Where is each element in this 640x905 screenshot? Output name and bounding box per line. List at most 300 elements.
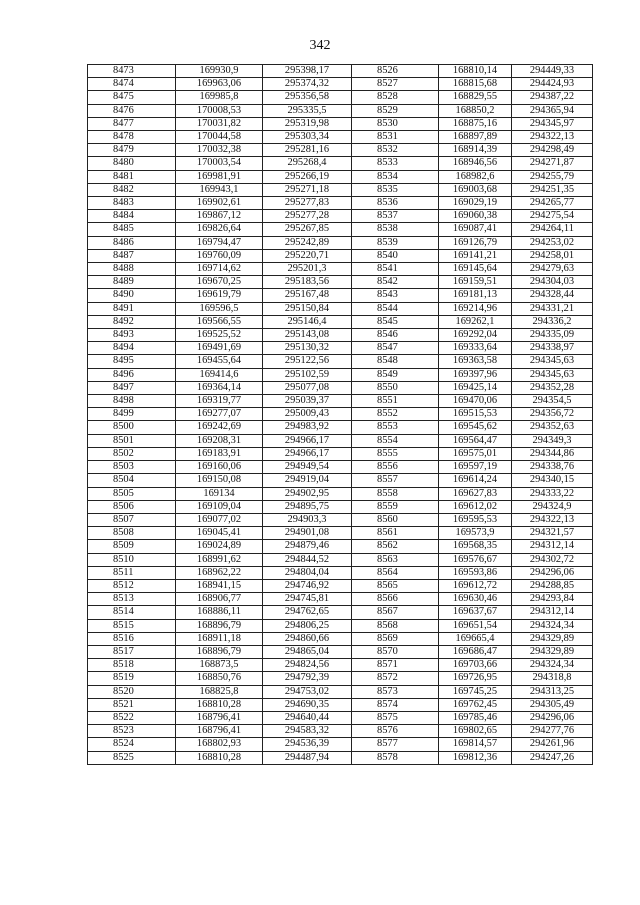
left-y-coordinate: 294844,52: [263, 553, 352, 566]
right-y-coordinate: 294255,79: [512, 170, 593, 183]
right-x-coordinate: 169470,06: [439, 395, 512, 408]
table-row: [88, 474, 593, 487]
right-y-coordinate: 294338,76: [512, 461, 593, 474]
left-point-number: 8507: [88, 513, 176, 526]
table-row: [88, 738, 593, 751]
right-y-coordinate: 294258,01: [512, 249, 593, 262]
left-point-number: 8496: [88, 368, 176, 381]
right-x-coordinate: 169785,46: [439, 711, 512, 724]
table-row: [88, 342, 593, 355]
table-row: [88, 395, 593, 408]
left-y-coordinate: 294824,56: [263, 659, 352, 672]
right-point-number: 8531: [352, 131, 439, 144]
left-point-number: 8481: [88, 170, 176, 183]
right-y-coordinate: 294356,72: [512, 408, 593, 421]
right-y-coordinate: 294251,35: [512, 183, 593, 196]
right-point-number: 8542: [352, 276, 439, 289]
left-point-number: 8511: [88, 566, 176, 579]
table-row: [88, 725, 593, 738]
table-row: [88, 236, 593, 249]
right-y-coordinate: 294322,13: [512, 131, 593, 144]
left-x-coordinate: 169930,9: [176, 65, 263, 78]
right-x-coordinate: 168875,16: [439, 117, 512, 130]
left-y-coordinate: 295146,4: [263, 315, 352, 328]
left-point-number: 8504: [88, 474, 176, 487]
right-y-coordinate: 294352,28: [512, 381, 593, 394]
left-point-number: 8520: [88, 685, 176, 698]
table-row: [88, 223, 593, 236]
table-row: [88, 197, 593, 210]
left-x-coordinate: 168896,79: [176, 645, 263, 658]
right-x-coordinate: 168914,39: [439, 144, 512, 157]
right-y-coordinate: 294344,86: [512, 447, 593, 460]
left-x-coordinate: 169596,5: [176, 302, 263, 315]
left-point-number: 8505: [88, 487, 176, 500]
table-row: [88, 78, 593, 91]
left-point-number: 8523: [88, 725, 176, 738]
left-point-number: 8516: [88, 632, 176, 645]
right-x-coordinate: 168829,55: [439, 91, 512, 104]
right-point-number: 8565: [352, 579, 439, 592]
right-x-coordinate: 169159,51: [439, 276, 512, 289]
right-x-coordinate: 168810,14: [439, 65, 512, 78]
left-point-number: 8512: [88, 579, 176, 592]
right-point-number: 8555: [352, 447, 439, 460]
table-row: [88, 315, 593, 328]
left-x-coordinate: 169455,64: [176, 355, 263, 368]
right-y-coordinate: 294345,63: [512, 368, 593, 381]
table-row: [88, 619, 593, 632]
right-x-coordinate: 169515,53: [439, 408, 512, 421]
right-x-coordinate: 169145,64: [439, 263, 512, 276]
left-x-coordinate: 169109,04: [176, 500, 263, 513]
right-x-coordinate: 168897,89: [439, 131, 512, 144]
right-point-number: 8553: [352, 421, 439, 434]
right-y-coordinate: 294345,63: [512, 355, 593, 368]
right-y-coordinate: 294322,13: [512, 513, 593, 526]
left-x-coordinate: 169364,14: [176, 381, 263, 394]
left-x-coordinate: 169981,91: [176, 170, 263, 183]
right-x-coordinate: 169181,13: [439, 289, 512, 302]
right-y-coordinate: 294365,94: [512, 104, 593, 117]
left-x-coordinate: 170031,82: [176, 117, 263, 130]
right-y-coordinate: 294329,89: [512, 632, 593, 645]
right-y-coordinate: 294331,21: [512, 302, 593, 315]
right-x-coordinate: 169597,19: [439, 461, 512, 474]
right-x-coordinate: 169665,4: [439, 632, 512, 645]
right-y-coordinate: 294312,14: [512, 540, 593, 553]
left-point-number: 8517: [88, 645, 176, 658]
right-point-number: 8543: [352, 289, 439, 302]
left-point-number: 8474: [88, 78, 176, 91]
left-point-number: 8479: [88, 144, 176, 157]
left-point-number: 8482: [88, 183, 176, 196]
right-point-number: 8545: [352, 315, 439, 328]
right-x-coordinate: 169087,41: [439, 223, 512, 236]
left-point-number: 8513: [88, 593, 176, 606]
right-point-number: 8566: [352, 593, 439, 606]
table-row: [88, 566, 593, 579]
left-y-coordinate: 295266,19: [263, 170, 352, 183]
left-point-number: 8489: [88, 276, 176, 289]
left-point-number: 8499: [88, 408, 176, 421]
left-point-number: 8488: [88, 263, 176, 276]
right-point-number: 8532: [352, 144, 439, 157]
left-x-coordinate: 169867,12: [176, 210, 263, 223]
right-x-coordinate: 169126,79: [439, 236, 512, 249]
right-point-number: 8547: [352, 342, 439, 355]
right-y-coordinate: 294304,03: [512, 276, 593, 289]
left-point-number: 8487: [88, 249, 176, 262]
right-point-number: 8556: [352, 461, 439, 474]
table-row: [88, 632, 593, 645]
table-row: [88, 659, 593, 672]
right-y-coordinate: 294264,11: [512, 223, 593, 236]
left-point-number: 8509: [88, 540, 176, 553]
left-y-coordinate: 295319,98: [263, 117, 352, 130]
left-x-coordinate: 168802,93: [176, 738, 263, 751]
left-x-coordinate: 170008,53: [176, 104, 263, 117]
right-y-coordinate: 294305,49: [512, 698, 593, 711]
left-point-number: 8515: [88, 619, 176, 632]
right-y-coordinate: 294424,93: [512, 78, 593, 91]
right-point-number: 8530: [352, 117, 439, 130]
right-y-coordinate: 294288,85: [512, 579, 593, 592]
right-point-number: 8548: [352, 355, 439, 368]
left-x-coordinate: 169414,6: [176, 368, 263, 381]
coordinates-table: [87, 64, 593, 765]
right-y-coordinate: 294313,25: [512, 685, 593, 698]
left-x-coordinate: 169826,64: [176, 223, 263, 236]
right-point-number: 8557: [352, 474, 439, 487]
right-point-number: 8529: [352, 104, 439, 117]
table-row: [88, 381, 593, 394]
right-x-coordinate: 169003,68: [439, 183, 512, 196]
right-x-coordinate: 169333,64: [439, 342, 512, 355]
table-row: [88, 500, 593, 513]
table-row: [88, 329, 593, 342]
left-x-coordinate: 169985,8: [176, 91, 263, 104]
left-point-number: 8519: [88, 672, 176, 685]
left-y-coordinate: 295242,89: [263, 236, 352, 249]
left-y-coordinate: 295356,58: [263, 91, 352, 104]
left-y-coordinate: 294966,17: [263, 447, 352, 460]
left-x-coordinate: 168850,76: [176, 672, 263, 685]
left-y-coordinate: 295102,59: [263, 368, 352, 381]
right-point-number: 8533: [352, 157, 439, 170]
right-x-coordinate: 169575,01: [439, 447, 512, 460]
right-y-coordinate: 294324,9: [512, 500, 593, 513]
right-x-coordinate: 168982,6: [439, 170, 512, 183]
left-x-coordinate: 170032,38: [176, 144, 263, 157]
left-y-coordinate: 294583,32: [263, 725, 352, 738]
left-y-coordinate: 295268,4: [263, 157, 352, 170]
left-x-coordinate: 169150,08: [176, 474, 263, 487]
left-x-coordinate: 169714,62: [176, 263, 263, 276]
left-y-coordinate: 295150,84: [263, 302, 352, 315]
table-row: [88, 751, 593, 764]
right-point-number: 8538: [352, 223, 439, 236]
left-x-coordinate: 169760,09: [176, 249, 263, 262]
right-point-number: 8564: [352, 566, 439, 579]
right-point-number: 8552: [352, 408, 439, 421]
left-y-coordinate: 294792,39: [263, 672, 352, 685]
right-x-coordinate: 169141,21: [439, 249, 512, 262]
table-row: [88, 421, 593, 434]
table-row: [88, 698, 593, 711]
left-y-coordinate: 294690,35: [263, 698, 352, 711]
left-point-number: 8497: [88, 381, 176, 394]
right-y-coordinate: 294449,33: [512, 65, 593, 78]
right-x-coordinate: 169595,53: [439, 513, 512, 526]
left-y-coordinate: 294753,02: [263, 685, 352, 698]
right-point-number: 8541: [352, 263, 439, 276]
left-x-coordinate: 170044,58: [176, 131, 263, 144]
right-x-coordinate: 169363,58: [439, 355, 512, 368]
right-x-coordinate: 169214,96: [439, 302, 512, 315]
table-row: [88, 183, 593, 196]
right-point-number: 8575: [352, 711, 439, 724]
table-row: [88, 368, 593, 381]
right-x-coordinate: 169292,04: [439, 329, 512, 342]
right-y-coordinate: 294338,97: [512, 342, 593, 355]
right-point-number: 8568: [352, 619, 439, 632]
left-y-coordinate: 294536,39: [263, 738, 352, 751]
left-y-coordinate: 295130,32: [263, 342, 352, 355]
left-y-coordinate: 294919,04: [263, 474, 352, 487]
table-row: [88, 117, 593, 130]
right-x-coordinate: 169703,66: [439, 659, 512, 672]
left-x-coordinate: 168962,22: [176, 566, 263, 579]
right-point-number: 8544: [352, 302, 439, 315]
left-x-coordinate: 169208,31: [176, 434, 263, 447]
right-point-number: 8562: [352, 540, 439, 553]
right-point-number: 8550: [352, 381, 439, 394]
right-y-coordinate: 294328,44: [512, 289, 593, 302]
left-x-coordinate: 169902,61: [176, 197, 263, 210]
right-point-number: 8577: [352, 738, 439, 751]
right-y-coordinate: 294261,96: [512, 738, 593, 751]
right-y-coordinate: 294354,5: [512, 395, 593, 408]
right-y-coordinate: 294333,22: [512, 487, 593, 500]
left-point-number: 8480: [88, 157, 176, 170]
right-y-coordinate: 294340,15: [512, 474, 593, 487]
left-x-coordinate: 169160,06: [176, 461, 263, 474]
table-row: [88, 263, 593, 276]
left-x-coordinate: 169491,69: [176, 342, 263, 355]
left-point-number: 8492: [88, 315, 176, 328]
left-y-coordinate: 295335,5: [263, 104, 352, 117]
left-x-coordinate: 168810,28: [176, 698, 263, 711]
left-point-number: 8502: [88, 447, 176, 460]
right-y-coordinate: 294271,87: [512, 157, 593, 170]
table-row: [88, 513, 593, 526]
table-row: [88, 434, 593, 447]
right-y-coordinate: 294296,06: [512, 711, 593, 724]
left-y-coordinate: 294966,17: [263, 434, 352, 447]
left-y-coordinate: 295267,85: [263, 223, 352, 236]
right-x-coordinate: 169802,65: [439, 725, 512, 738]
right-x-coordinate: 169573,9: [439, 527, 512, 540]
left-y-coordinate: 295277,28: [263, 210, 352, 223]
right-x-coordinate: 168850,2: [439, 104, 512, 117]
left-point-number: 8508: [88, 527, 176, 540]
left-y-coordinate: 294804,04: [263, 566, 352, 579]
right-y-coordinate: 294265,77: [512, 197, 593, 210]
left-point-number: 8500: [88, 421, 176, 434]
left-x-coordinate: 169077,02: [176, 513, 263, 526]
coordinates-table-body: [88, 65, 593, 765]
left-point-number: 8473: [88, 65, 176, 78]
left-x-coordinate: 168873,5: [176, 659, 263, 672]
right-y-coordinate: 294293,84: [512, 593, 593, 606]
left-point-number: 8506: [88, 500, 176, 513]
table-row: [88, 461, 593, 474]
left-y-coordinate: 294487,94: [263, 751, 352, 764]
left-y-coordinate: 294983,92: [263, 421, 352, 434]
table-row: [88, 711, 593, 724]
right-x-coordinate: 169060,38: [439, 210, 512, 223]
table-row: [88, 355, 593, 368]
left-point-number: 8484: [88, 210, 176, 223]
left-y-coordinate: 295077,08: [263, 381, 352, 394]
right-point-number: 8572: [352, 672, 439, 685]
right-y-coordinate: 294321,57: [512, 527, 593, 540]
left-x-coordinate: 169525,52: [176, 329, 263, 342]
right-y-coordinate: 294324,34: [512, 619, 593, 632]
right-point-number: 8554: [352, 434, 439, 447]
left-x-coordinate: 168886,11: [176, 606, 263, 619]
right-point-number: 8537: [352, 210, 439, 223]
left-x-coordinate: 169277,07: [176, 408, 263, 421]
left-y-coordinate: 295374,32: [263, 78, 352, 91]
right-y-coordinate: 294302,72: [512, 553, 593, 566]
left-point-number: 8498: [88, 395, 176, 408]
left-x-coordinate: 169943,1: [176, 183, 263, 196]
left-point-number: 8476: [88, 104, 176, 117]
left-x-coordinate: 169619,79: [176, 289, 263, 302]
left-x-coordinate: 169024,89: [176, 540, 263, 553]
table-row: [88, 131, 593, 144]
table-row: [88, 579, 593, 592]
table-row: [88, 553, 593, 566]
table-row: [88, 144, 593, 157]
right-y-coordinate: 294336,2: [512, 315, 593, 328]
right-point-number: 8539: [352, 236, 439, 249]
left-point-number: 8491: [88, 302, 176, 315]
left-point-number: 8478: [88, 131, 176, 144]
table-row: [88, 685, 593, 698]
right-x-coordinate: 169745,25: [439, 685, 512, 698]
left-y-coordinate: 294902,95: [263, 487, 352, 500]
right-x-coordinate: 169726,95: [439, 672, 512, 685]
left-x-coordinate: 168896,79: [176, 619, 263, 632]
table-row: [88, 276, 593, 289]
table-row: [88, 645, 593, 658]
right-point-number: 8569: [352, 632, 439, 645]
right-point-number: 8536: [352, 197, 439, 210]
left-y-coordinate: 295167,48: [263, 289, 352, 302]
right-point-number: 8535: [352, 183, 439, 196]
left-point-number: 8518: [88, 659, 176, 672]
left-y-coordinate: 295201,3: [263, 263, 352, 276]
right-y-coordinate: 294279,63: [512, 263, 593, 276]
left-point-number: 8514: [88, 606, 176, 619]
table-row: [88, 606, 593, 619]
left-point-number: 8494: [88, 342, 176, 355]
right-x-coordinate: 169262,1: [439, 315, 512, 328]
right-x-coordinate: 169545,62: [439, 421, 512, 434]
left-x-coordinate: 169134: [176, 487, 263, 500]
left-y-coordinate: 295039,37: [263, 395, 352, 408]
left-point-number: 8490: [88, 289, 176, 302]
table-row: [88, 91, 593, 104]
right-x-coordinate: 169612,72: [439, 579, 512, 592]
left-y-coordinate: 294745,81: [263, 593, 352, 606]
left-x-coordinate: 168906,77: [176, 593, 263, 606]
left-y-coordinate: 294746,92: [263, 579, 352, 592]
right-y-coordinate: 294352,63: [512, 421, 593, 434]
left-point-number: 8510: [88, 553, 176, 566]
right-point-number: 8560: [352, 513, 439, 526]
left-x-coordinate: 169242,69: [176, 421, 263, 434]
right-y-coordinate: 294335,09: [512, 329, 593, 342]
right-x-coordinate: 169425,14: [439, 381, 512, 394]
right-y-coordinate: 294296,06: [512, 566, 593, 579]
left-x-coordinate: 168941,15: [176, 579, 263, 592]
right-point-number: 8558: [352, 487, 439, 500]
left-x-coordinate: 169183,91: [176, 447, 263, 460]
left-point-number: 8483: [88, 197, 176, 210]
left-x-coordinate: 169794,47: [176, 236, 263, 249]
right-point-number: 8567: [352, 606, 439, 619]
table-row: [88, 408, 593, 421]
left-x-coordinate: 168991,62: [176, 553, 263, 566]
right-x-coordinate: 169686,47: [439, 645, 512, 658]
left-point-number: 8524: [88, 738, 176, 751]
right-point-number: 8570: [352, 645, 439, 658]
left-y-coordinate: 295281,16: [263, 144, 352, 157]
left-x-coordinate: 168810,28: [176, 751, 263, 764]
right-x-coordinate: 169812,36: [439, 751, 512, 764]
right-y-coordinate: 294318,8: [512, 672, 593, 685]
right-y-coordinate: 294329,89: [512, 645, 593, 658]
right-x-coordinate: 169568,35: [439, 540, 512, 553]
left-y-coordinate: 295398,17: [263, 65, 352, 78]
right-y-coordinate: 294277,76: [512, 725, 593, 738]
right-point-number: 8534: [352, 170, 439, 183]
right-y-coordinate: 294275,54: [512, 210, 593, 223]
left-x-coordinate: 168796,41: [176, 711, 263, 724]
right-x-coordinate: 169762,45: [439, 698, 512, 711]
right-point-number: 8578: [352, 751, 439, 764]
right-y-coordinate: 294298,49: [512, 144, 593, 157]
table-row: [88, 302, 593, 315]
left-x-coordinate: 168825,8: [176, 685, 263, 698]
left-point-number: 8477: [88, 117, 176, 130]
left-y-coordinate: 294901,08: [263, 527, 352, 540]
table-row: [88, 447, 593, 460]
left-x-coordinate: 169045,41: [176, 527, 263, 540]
right-point-number: 8526: [352, 65, 439, 78]
right-point-number: 8573: [352, 685, 439, 698]
right-y-coordinate: 294253,02: [512, 236, 593, 249]
left-y-coordinate: 295271,18: [263, 183, 352, 196]
right-point-number: 8551: [352, 395, 439, 408]
left-x-coordinate: 168796,41: [176, 725, 263, 738]
left-y-coordinate: 294879,46: [263, 540, 352, 553]
right-x-coordinate: 169651,54: [439, 619, 512, 632]
